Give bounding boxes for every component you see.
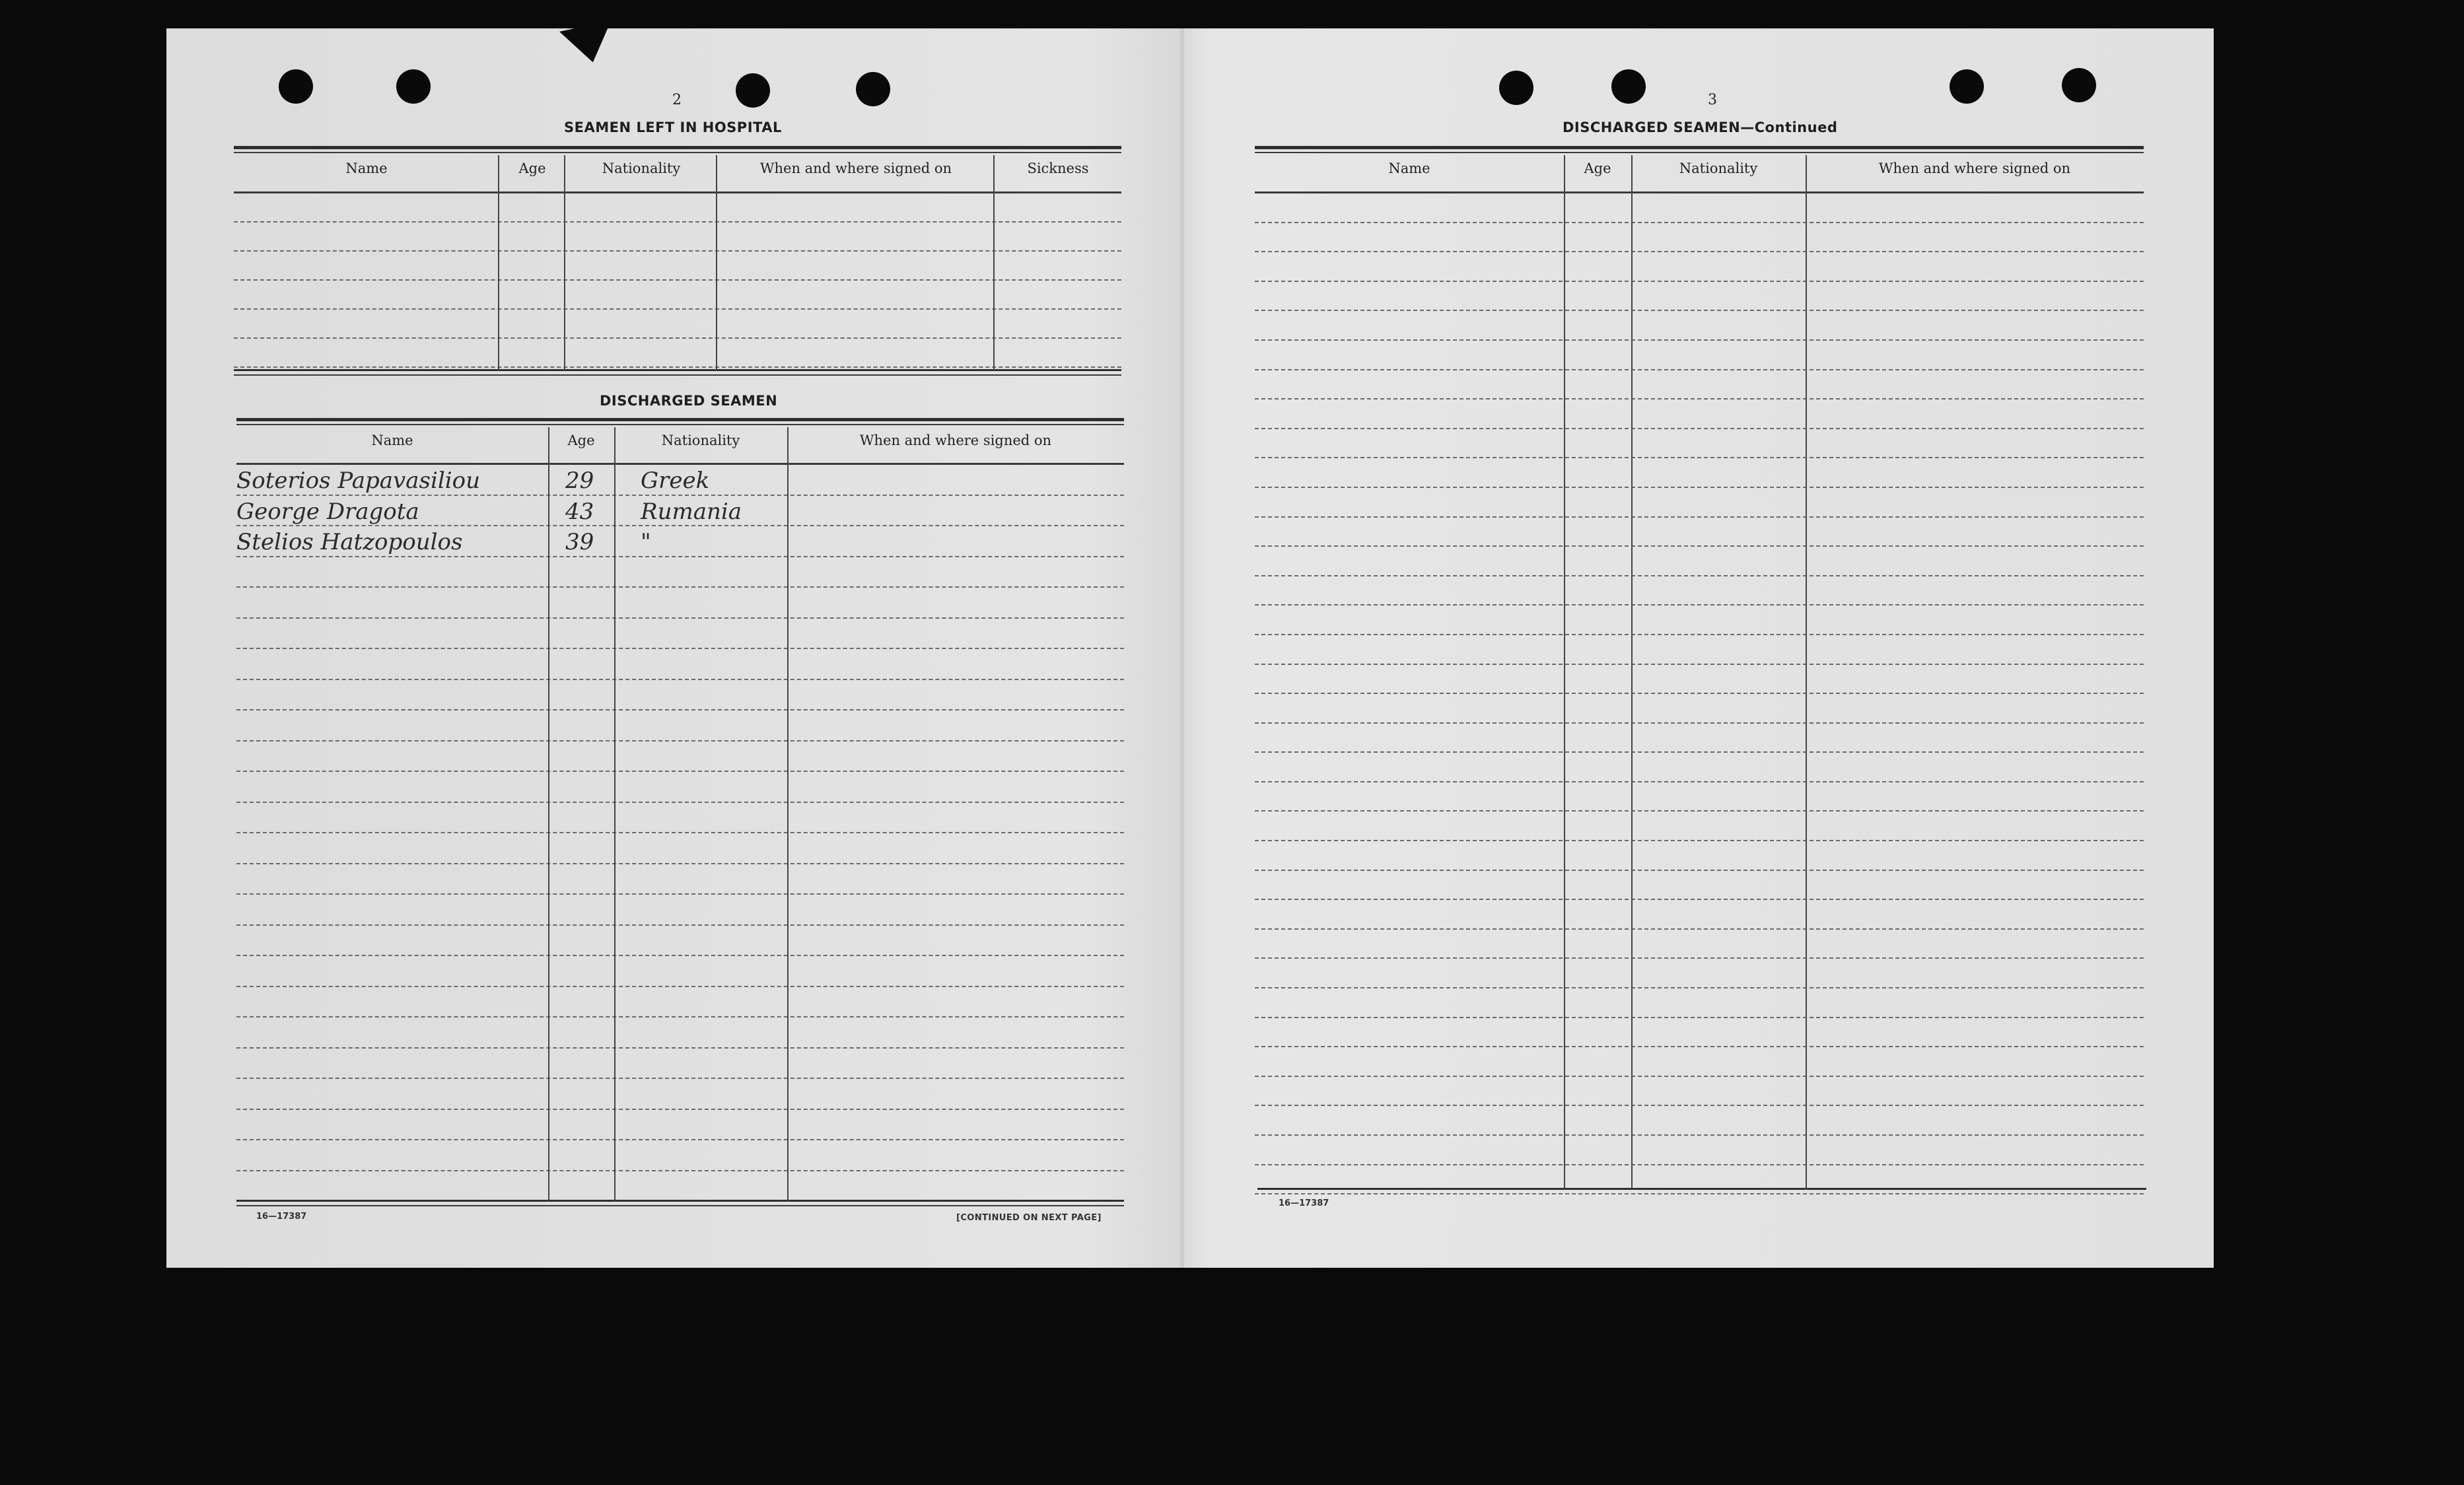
table-row [236, 557, 1124, 588]
table-rule [234, 374, 1121, 376]
table-row [1255, 988, 2144, 1018]
column-divider [1806, 155, 1807, 1189]
column-header-nationality: Nationality [1679, 160, 1758, 176]
seaman-name: Stelios Hatzopoulos [236, 529, 463, 555]
column-header-nationality: Nationality [661, 432, 740, 448]
table-row [1255, 576, 2144, 606]
column-header-name: Name [345, 160, 388, 176]
table-row [1255, 193, 2144, 223]
table-row [234, 281, 1121, 310]
table-rule [234, 146, 1121, 149]
table-rule [236, 424, 1124, 425]
table-rule [236, 1200, 1124, 1202]
column-header-name: Name [371, 432, 413, 448]
punch-hole [1611, 69, 1646, 104]
table-row [1255, 959, 2144, 988]
punch-hole [1499, 71, 1533, 105]
table-row [236, 987, 1124, 1018]
table-row [1255, 547, 2144, 576]
discharged-rows [236, 465, 1124, 1202]
column-header-signed-on: When and where signed on [759, 160, 952, 176]
table-rule [236, 1205, 1124, 1206]
table-row [1255, 782, 2144, 812]
table-row [236, 1171, 1124, 1202]
column-header-age: Age [518, 160, 546, 176]
table-row [1255, 812, 2144, 841]
table-rule [234, 152, 1121, 153]
table-row [236, 864, 1124, 895]
punch-hole [856, 72, 890, 106]
table-row [236, 772, 1124, 803]
table-row [1255, 635, 2144, 665]
ledger-spread [166, 28, 2214, 1268]
seaman-nationality: " [641, 529, 651, 555]
table-row [1255, 518, 2144, 547]
seaman-nationality: Greek [641, 467, 710, 494]
column-header-age: Age [1584, 160, 1611, 176]
column-header-sickness: Sickness [1027, 160, 1089, 176]
paper-tear [559, 20, 619, 67]
table-row [236, 680, 1124, 711]
table-row [236, 649, 1124, 680]
discharged-header-row [236, 432, 1124, 448]
column-divider [614, 427, 616, 1201]
table-row [1255, 665, 2144, 695]
table-row [236, 1110, 1124, 1141]
table-row [236, 833, 1124, 864]
table-row [236, 496, 1124, 527]
table-row [236, 526, 1124, 557]
table-rule [1255, 152, 2144, 153]
table-row [1255, 223, 2144, 253]
punch-hole [396, 69, 431, 104]
table-rule [234, 369, 1121, 371]
table-row [1255, 341, 2144, 370]
table-row [1255, 429, 2144, 459]
table-row [236, 1018, 1124, 1049]
table-row [1255, 605, 2144, 635]
table-row [234, 339, 1121, 368]
column-header-nationality: Nationality [602, 160, 681, 176]
column-divider [716, 155, 717, 370]
column-header-signed-on: When and where signed on [859, 432, 1052, 448]
table-row [1255, 1018, 2144, 1048]
table-row [1255, 753, 2144, 782]
page-fold [1180, 28, 1184, 1268]
table-row [236, 1140, 1124, 1171]
punch-hole [279, 69, 313, 104]
continued-note: [CONTINUED ON NEXT PAGE] [956, 1213, 1102, 1223]
table-row [1255, 694, 2144, 724]
column-divider [498, 155, 499, 370]
table-row [236, 895, 1124, 926]
table-row [1255, 1077, 2144, 1107]
table-row [1255, 1106, 2144, 1136]
table-row [1255, 399, 2144, 429]
hospital-header-row [234, 160, 1121, 176]
table-row [236, 803, 1124, 834]
table-row [1255, 1047, 2144, 1077]
column-header-name: Name [1388, 160, 1430, 176]
column-header-age: Age [567, 432, 595, 448]
table-row [236, 619, 1124, 650]
table-rule [1255, 146, 2144, 149]
table-rule [1257, 1188, 2146, 1190]
column-header-signed-on: When and where signed on [1878, 160, 2071, 176]
page-number: 2 [672, 92, 682, 108]
table-row [1255, 841, 2144, 871]
table-row [1255, 900, 2144, 930]
table-row [236, 926, 1124, 957]
punch-hole [2062, 68, 2096, 102]
seaman-name: George Dragota [236, 498, 419, 525]
table-row [1255, 488, 2144, 518]
table-row [236, 710, 1124, 742]
table-row [236, 742, 1124, 773]
continued-header-row [1255, 160, 2144, 176]
seaman-name: Soterios Papavasiliou [236, 467, 480, 494]
table-row [236, 588, 1124, 619]
table-row [1255, 311, 2144, 341]
table-row [234, 193, 1121, 223]
column-divider [548, 427, 549, 1201]
hospital-section-title: SEAMEN LEFT IN HOSPITAL [564, 120, 782, 135]
discharged-section-title: DISCHARGED SEAMEN [600, 393, 778, 409]
seaman-age: 39 [565, 529, 594, 555]
column-divider [993, 155, 995, 370]
continued-rows [1255, 193, 2144, 1194]
table-row [236, 1079, 1124, 1110]
form-code: 16—17387 [1279, 1198, 1329, 1208]
table-row [1255, 458, 2144, 488]
hospital-rows [234, 193, 1121, 368]
table-row [1255, 724, 2144, 753]
table-row [1255, 871, 2144, 901]
table-row [1255, 370, 2144, 400]
punch-hole [1950, 69, 1984, 104]
table-row [234, 223, 1121, 252]
punch-hole [736, 73, 770, 108]
table-row [1255, 1136, 2144, 1165]
column-divider [564, 155, 565, 370]
column-divider [1564, 155, 1565, 1189]
column-divider [787, 427, 789, 1201]
discharged-continued-section-title: DISCHARGED SEAMEN—Continued [1563, 120, 1838, 135]
table-row [1255, 930, 2144, 959]
table-row [1255, 252, 2144, 282]
seaman-age: 43 [565, 498, 594, 525]
page-number: 3 [1708, 92, 1717, 108]
column-divider [1631, 155, 1633, 1189]
form-code: 16—17387 [256, 1212, 307, 1222]
table-rule [236, 418, 1124, 421]
table-row [236, 1049, 1124, 1080]
table-row [236, 465, 1124, 496]
table-row [234, 310, 1121, 339]
seaman-age: 29 [565, 467, 594, 494]
seaman-nationality: Rumania [641, 498, 742, 525]
table-row [236, 956, 1124, 987]
table-row [234, 252, 1121, 281]
table-row [1255, 282, 2144, 312]
table-row [1255, 1165, 2144, 1195]
